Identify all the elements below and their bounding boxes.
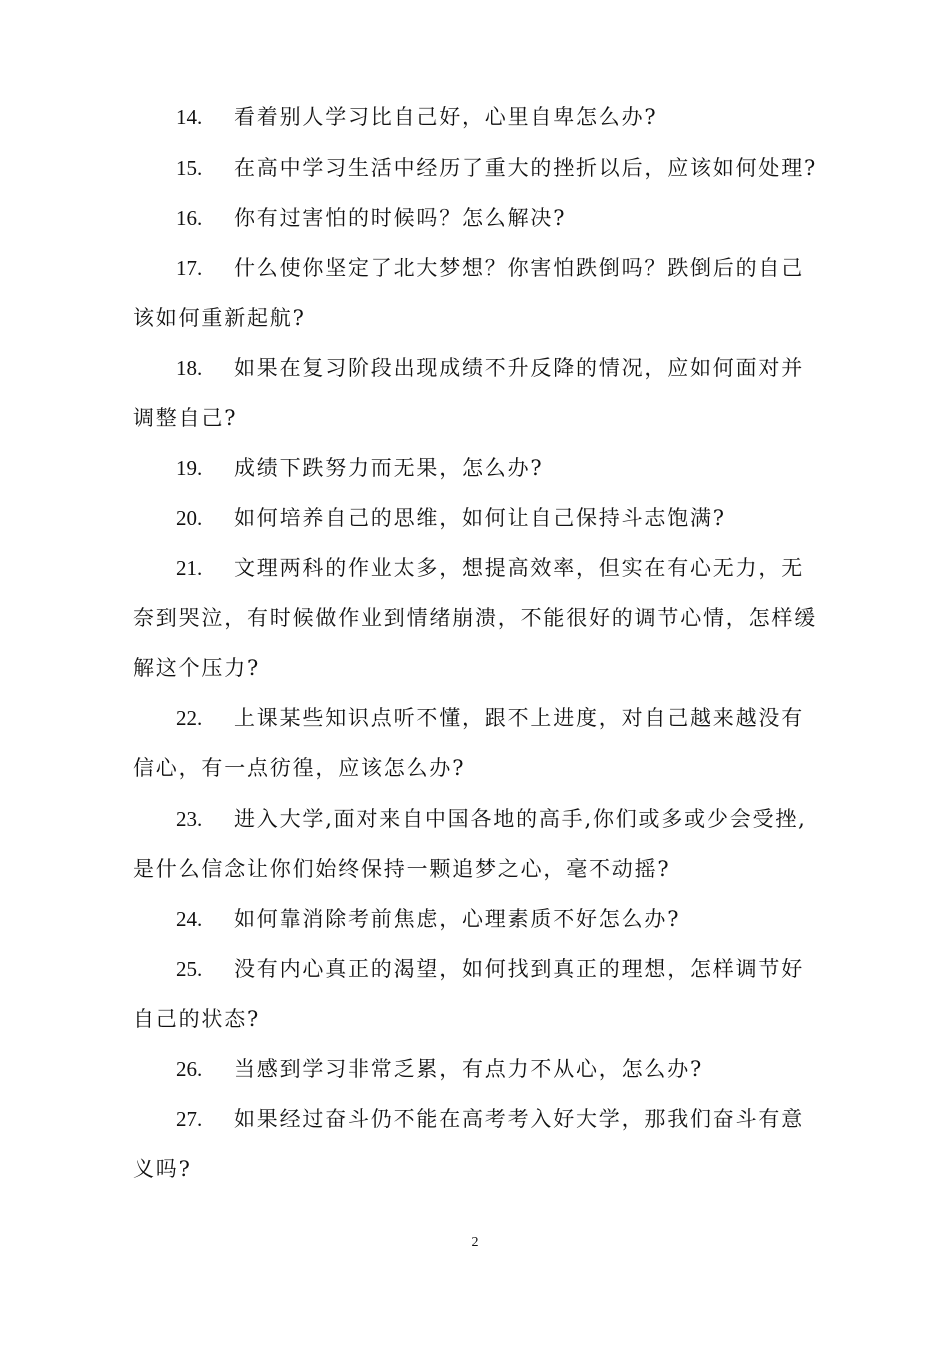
question-number: 24. <box>176 907 203 931</box>
question-item <box>133 193 823 243</box>
question-number: 16. <box>176 206 203 230</box>
question-item <box>133 944 823 1044</box>
question-item <box>133 243 823 343</box>
question-text: 如何培养自己的思维，如何让自己保持斗志饱满? <box>234 506 726 530</box>
question-text: 如果在复习阶段出现成绩不升反降的情况，应如何面对并调整自己? <box>133 356 804 430</box>
question-text: 如果经过奋斗仍不能在高考考入好大学，那我们奋斗有意义吗? <box>133 1107 804 1181</box>
question-text: 成绩下跌努力而无果，怎么办? <box>234 456 544 480</box>
question-text: 在高中学习生活中经历了重大的挫折以后，应该如何处理? <box>234 156 818 180</box>
question-number: 17. <box>176 256 203 280</box>
question-item <box>133 1094 823 1194</box>
question-number: 27. <box>176 1107 203 1131</box>
question-item <box>133 493 823 543</box>
question-text: 什么使你坚定了北大梦想？你害怕跌倒吗？跌倒后的自己该如何重新起航? <box>133 256 804 330</box>
question-text: 你有过害怕的时候吗？怎么解决? <box>234 206 567 230</box>
question-item <box>133 143 823 193</box>
question-number: 26. <box>176 1057 203 1081</box>
question-number: 18. <box>176 356 203 380</box>
question-text: 当感到学习非常乏累，有点力不从心，怎么办? <box>234 1057 704 1081</box>
question-text: 看着别人学习比自己好，心里自卑怎么办? <box>234 105 658 129</box>
question-text: 上课某些知识点听不懂，跟不上进度，对自己越来越没有信心，有一点彷徨，应该怎么办? <box>133 706 804 780</box>
question-text: 没有内心真正的渴望，如何找到真正的理想，怎样调节好自己的状态? <box>133 957 804 1031</box>
question-item <box>133 894 823 944</box>
question-item <box>133 343 823 443</box>
question-number: 20. <box>176 506 203 530</box>
question-text: 如何靠消除考前焦虑，心理素质不好怎么办? <box>234 907 681 931</box>
question-number: 19. <box>176 456 203 480</box>
question-item <box>133 794 823 894</box>
question-text: 文理两科的作业太多，想提高效率，但实在有心无力，无奈到哭泣，有时候做作业到情绪崩溃，不能很好的调节心情，怎样缓解这个压力? <box>133 556 817 680</box>
question-number: 21. <box>176 556 203 580</box>
question-number: 14. <box>176 105 203 129</box>
question-item <box>133 1044 823 1094</box>
question-item <box>133 92 823 142</box>
question-item <box>133 443 823 493</box>
question-item <box>133 543 823 693</box>
question-number: 23. <box>176 807 203 831</box>
question-number: 15. <box>176 156 203 180</box>
question-number: 25. <box>176 957 203 981</box>
question-item <box>133 693 823 793</box>
page-number: 2 <box>471 1235 479 1250</box>
question-number: 22. <box>176 706 203 730</box>
question-text: 进入大学,面对来自中国各地的高手,你们或多或少会受挫,是什么信念让你们始终保持一颗追梦之心，毫不动摇? <box>133 807 807 881</box>
